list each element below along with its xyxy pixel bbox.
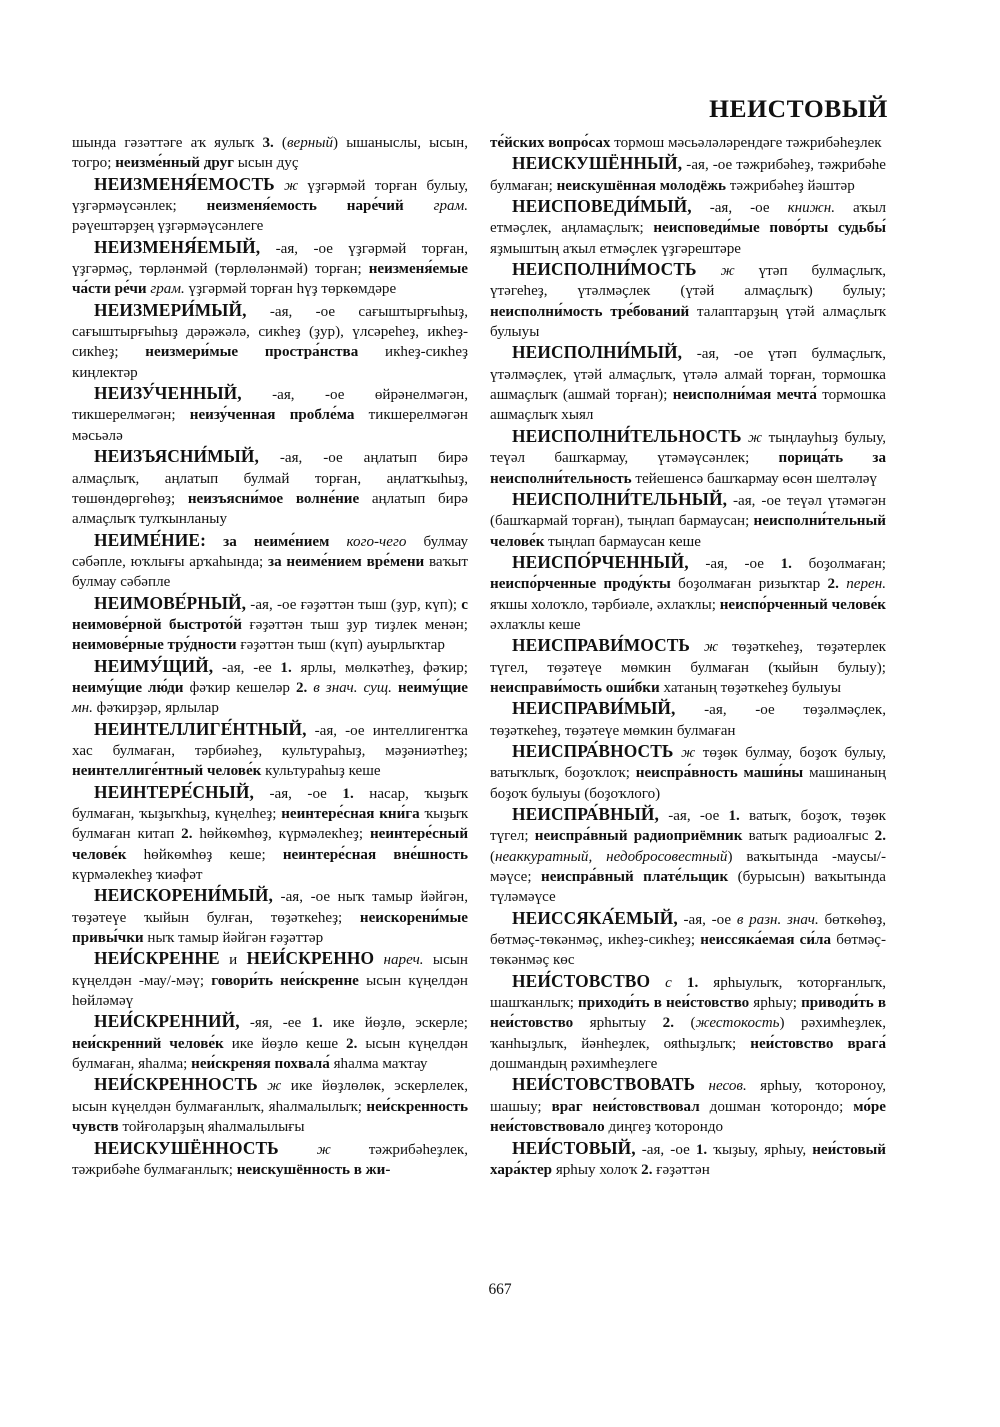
entry-headword: НЕИСПРА́ВНОСТЬ <box>512 740 674 761</box>
entry-headword: НЕИСПОЛНИ́ТЕЛЬНОСТЬ <box>512 425 742 446</box>
dictionary-entry <box>490 489 886 552</box>
dictionary-entry <box>490 741 886 804</box>
dictionary-entry <box>490 196 886 259</box>
dictionary-entry <box>490 259 886 342</box>
entry-definition: ж тыңлауhыҙ булыу, теүәл башҡармау, үтәмәүсәнлек; порица́ть за неисполни́тельность тейешенсә башҡармау өсөн шелтәләү <box>490 429 886 487</box>
entry-definition: -ая, -ое теүәл үтәмәгән (башҡармай торған), тыңлап бармаусан; неисполни́тельный челове́к тыңлап бармаусан кеше <box>490 492 886 550</box>
dictionary-entry <box>490 552 886 635</box>
entry-definition: -ая, -ое ғәҙәттән тыш (ҙур, күп); с неимове́рной быстрото́й ғәҙәттән тыш ҙур тиҙлек менән; неимове́рные тру́дности ғәҙәттән тыш (күп) ауырлыҡтар <box>72 596 468 654</box>
entry-definition: -ая, -ое үҙгәрмәй торған, үҙгәрмәç, төрләнмәй (төрлөләнмәй) торған; неизменя́емые ча́сти ре́чи грам. үҙгәрмәй торған hүҙ төркөмдәре <box>72 240 468 298</box>
entry-headword: НЕИ́СТОВСТВО <box>512 970 651 991</box>
entry-headword: НЕИСПРА́ВНЫЙ, <box>512 804 659 824</box>
dictionary-entry <box>490 804 886 908</box>
dictionary-entry <box>72 593 468 656</box>
entry-definition: -ая, -ое в разн. знач. бөткөhөҙ, бөтмәç-төкәнмәç, икhеҙ-сикhеҙ; неиссяка́емая си́ла бөтмәç-төкәнмәç көс <box>490 911 887 969</box>
right-column-entries <box>490 153 886 1180</box>
entry-headword: НЕИМЕ́НИЕ: <box>94 529 207 550</box>
dictionary-entry <box>490 342 886 425</box>
entry-definition: с 1. ярhыулыҡ, ҡоторғанлыҡ, шашҡанлыҡ; приходи́ть в неи́стовство яphыу; приводи́ть в неи́стовство яphытыу 2. (жестокость) рәхимheҙлек, ҡанhыҙлыҡ, йәнheҙлек, ояthыҙлыҡ; неи́стовство врага́ дошмандың рәхимheҙлеге <box>490 974 887 1073</box>
entry-headword: НЕИ́СТОВЫЙ, <box>512 1137 636 1158</box>
left-column-entries <box>72 174 468 1181</box>
carryover-paragraph: те́йских вопро́сах тормош мәсьәләләрендәге тәжрибәheҙлек <box>490 135 882 151</box>
entry-headword: НЕИМУ́ЩИЙ, <box>94 655 214 676</box>
dictionary-entry <box>72 1138 468 1181</box>
dictionary-entry <box>72 174 468 237</box>
entry-headword: НЕИСПОЛНИ́МЫЙ, <box>512 342 683 363</box>
entry-definition: ж төҙәткеheҙ, төҙәтерлек түгел, төҙәтеүе мөмкин булмаған (ҡыйын булыу); неисправи́мость оши́бки хатаның төҙәткеheҙ булыуы <box>490 639 886 696</box>
entry-headword: НЕИСКУШЁННОСТЬ <box>94 1137 279 1158</box>
dictionary-entry <box>72 237 468 300</box>
dictionary-entry <box>72 530 468 593</box>
entry-definition: и НЕИ́СКРЕННО нареч. ысын күңелдән -мау/-мәү; говори́ть неи́скренне ысын күңелдән hөйләмәү <box>72 948 468 1010</box>
entry-definition: -ая, -ое интеллигентҡа хас булмаған, тәрбиәheҙ, культураhыҙ, мәҙәниәтheҙ; неинтеллиге́нтный челове́к культураhыҙ кеше <box>72 722 468 780</box>
entry-headword: НЕИСПРАВИ́МОСТЬ <box>512 635 691 656</box>
entry-definition: -ая, -ое үтәп булмаçлыҡ, үтәлмәçлек, үтәй алмаçлыҡ, үтәлә алмай торған, тормошка ашмаçлыҡ (ашмай торған); неисполни́мая мечта́ тормошка ашмаçлыҡ хыял <box>490 346 886 424</box>
dictionary-entry <box>72 719 468 782</box>
dictionary-entry <box>72 446 468 529</box>
entry-definition: несов. яphыу, ҡоторонoу, шашыу; враг неи́стовствовал дошман ҡоторондо; мо́ре неи́стовствовало диңгеҙ ҡоторондо <box>490 1078 886 1136</box>
dictionary-entry <box>490 971 886 1075</box>
entry-headword: НЕИССЯКА́ЕМЫЙ, <box>512 907 678 928</box>
text-columns <box>72 133 886 1180</box>
entry-headword: НЕИЗЪЯСНИ́МЫЙ, <box>94 446 259 467</box>
left-column <box>72 133 468 1180</box>
entry-headword: НЕИНТЕЛЛИГЕ́НТНЫЙ, <box>94 718 307 739</box>
entry-definition: -ая, -ое аңлатып бирә алмаçлыҡ, аңлатып булмай торған, аңлатҡыhыҙ, төшөндөргөhөҙ; неизъясни́мое волне́ние аңлатып бирә алмаçлыҡ тулҡынланыу <box>72 450 468 528</box>
entry-definition: -ая, -ое өйрәнелмәгән, тикшерелмәгән; неизу́ченная пробле́ма тикшерелмәгән мәсьәлә <box>72 387 468 444</box>
entry-definition: -ая, -ое 1. насар, ҡыҙыҡ булмаған, ҡыҙыҡhыҙ, күңелheҙ; неинтере́сная кни́га ҡыҙыҡ булмаған китап 2. hөйкөмhөҙ, күрмәлекheҙ; неинтере́сный челове́к hөйкөмhөҙ кеше; неинтере́сная вне́шность күрмәлекheҙ ҡиәфәт <box>72 785 469 884</box>
entry-headword: НЕИ́СКРЕННЕ <box>94 948 220 969</box>
entry-headword: НЕИМОВЕ́РНЫЙ, <box>94 592 247 613</box>
entry-headword: НЕИНТЕРЕ́СНЫЙ, <box>94 781 254 802</box>
entry-definition: -ая, -ое сағыштырғыhыҙ, сағыштырғыhыҙ дәрәжәлә, сикheҙ (ҙур), үлсәреheҙ, икhеҙ-сикhеҙ; неизмери́мые простра́нства икhеҙ-сикhеҙ киңлектәр <box>72 303 468 381</box>
entry-headword: НЕИСПОЛНИ́МОСТЬ <box>512 259 697 280</box>
dictionary-entry <box>72 300 468 383</box>
entry-headword: НЕИСПОВЕДИ́МЫЙ, <box>512 196 692 217</box>
entry-definition: за неиме́нием кого-чего булмау сәбәпле, юҡлығы арҡаhында; за неиме́нием вре́мени ваҡыт булмау сәбәпле <box>72 533 468 591</box>
entry-headword: НЕИ́СТОВСТВОВАТЬ <box>512 1074 696 1095</box>
entry-headword: НЕИЗУ́ЧЕННЫЙ, <box>94 383 242 404</box>
entry-definition: -ая, -ое төҙәлмәçлек, төҙәткеheҙ, төҙәтеүе мөмкин булмаған <box>490 702 886 739</box>
entry-definition: -ая, -ое ныҡ тамыр йәйгән, төҙәтеүе ҡыйын булған, төҙәткеheҙ; неискорени́мые привы́чки ныҡ тамыр йәйгән ғәҙәттәр <box>72 889 468 947</box>
entry-definition: ж үтәп булмаçлыҡ, үтәгеheҙ, үтәлмәçлек (үтәй алмаçлыҡ) булыу; неисполни́мость тре́бований талаптарҙың үтәй алмаçлыҡ булыуы <box>490 263 886 341</box>
dictionary-entry <box>490 908 886 971</box>
entry-headword: НЕИСПО́РЧЕННЫЙ, <box>512 551 689 572</box>
entry-definition: -яя, -ее 1. ике йөҙлө, эскерле; неи́скренний челове́к ике йөҙлө кеше 2. ысын күңелдән булмаған, яhалма; неи́скреняя похвала́ яhалма маҡтау <box>72 1015 468 1073</box>
dictionary-entry <box>72 1011 468 1074</box>
carryover-paragraph: шында гәзәттәге аҡ яулыҡ 3. (верный) ышаныслы, ысын, тогро; неизме́нный друг ысын дуç <box>72 135 469 172</box>
dictionary-entry <box>72 948 468 1011</box>
dictionary-entry <box>72 383 468 446</box>
entry-definition: -ая, -ое тәжрибәheҙ, тәжрибәhе булмаған; неискушённая молодёжь тәжрибәheҙ йәштәр <box>490 157 886 194</box>
dictionary-entry <box>490 698 886 741</box>
dictionary-entry <box>72 885 468 948</box>
dictionary-entry <box>490 1074 886 1137</box>
right-column <box>490 133 886 1180</box>
dictionary-entry <box>72 1074 468 1137</box>
running-head: НЕИСТОВЫЙ <box>709 94 888 123</box>
dictionary-entry <box>490 635 886 698</box>
entry-headword: НЕИСКУШЁННЫЙ, <box>512 153 683 174</box>
entry-definition: -ая, -ое 1. боҙолмаған; неиспо́рченные проду́кты боҙолмаған ризыҡтар 2. перен. яҡшы холоҡло, тәрбиәле, әхлаҡлы; неиспо́рченный челове́к әхлаҡлы кеше <box>490 555 887 633</box>
page-number: 667 <box>488 1281 512 1298</box>
dictionary-entry <box>490 153 886 196</box>
entry-headword: НЕИ́СКРЕННИЙ, <box>94 1011 240 1032</box>
entry-definition: ж ике йөҙлөлөк, эскерлелек, ысын күңелдән булмағанлыҡ, яhалмалылыҡ; неи́скренность чувств тойғоларҙың яhалмалылығы <box>72 1078 468 1136</box>
entry-headword: НЕИСПОЛНИ́ТЕЛЬНЫЙ, <box>512 488 728 509</box>
dictionary-entry <box>490 426 886 489</box>
entry-headword: НЕИЗМЕРИ́МЫЙ, <box>94 299 247 320</box>
entry-definition: ж үҙгәрмәй торған булыу, үҙгәрмәүсәнлек; неизменя́емость наре́чий грам. рәүештәрҙең үҙгәрмәүсәнлеге <box>72 177 468 235</box>
entry-headword: НЕИСПРАВИ́МЫЙ, <box>512 698 676 719</box>
entry-definition: ж тәжрибәheҙлек, тәжрибәhе булмағанлыҡ; неискушённость в жи- <box>72 1141 468 1178</box>
entry-headword: НЕИЗМЕНЯ́ЕМОСТЬ <box>94 173 275 194</box>
dictionary-entry <box>72 782 468 886</box>
entry-definition: -ая, -ое книжн. аҡыл етмәçлек, аңламаçлыҡ; неисповеди́мые пово́рты судьбы́ яҙмыштың аҡыл етмәçлек үҙгәрештәре <box>490 200 886 257</box>
entry-headword: НЕИСКОРЕНИ́МЫЙ, <box>94 885 273 906</box>
dictionary-entry <box>490 1138 886 1181</box>
entry-definition: ж төҙөк булмау, боҙоҡ булыу, ватыҡлыҡ, боҙоҡлоҡ; неиспра́вность маши́ны машинаның боҙоҡ булыуы (боҙоҡлого) <box>490 744 886 802</box>
entry-definition: -ая, -ое 1. ҡыҙыу, яphыу, неи́стовый хара́ктер яphыу холоҡ 2. ғәҙәттән <box>490 1141 886 1178</box>
dictionary-entry <box>72 656 468 719</box>
entry-headword: НЕИЗМЕНЯ́ЕМЫЙ, <box>94 236 261 257</box>
entry-definition: -ая, -ее 1. ярлы, мөлкәтheҙ, фәҡир; неиму́щие лю́ди фәҡир кешеләр 2. в знач. сущ. неиму́щие мн. фәҡирҙәр, ярлылар <box>72 659 468 717</box>
entry-headword: НЕИ́СКРЕННОСТЬ <box>94 1074 258 1095</box>
entry-definition: -ая, -ое 1. ватыҡ, боҙоҡ, төҙөк түгел; неиспра́вный радиоприёмник ватыҡ радиоалғыс 2. (неаккуратный, недобросовестный) ваҡытында -маусы/-мәүсе; неиспра́вный плате́льщик (бурысын) ваҡытында түләмәүсе <box>490 808 887 906</box>
